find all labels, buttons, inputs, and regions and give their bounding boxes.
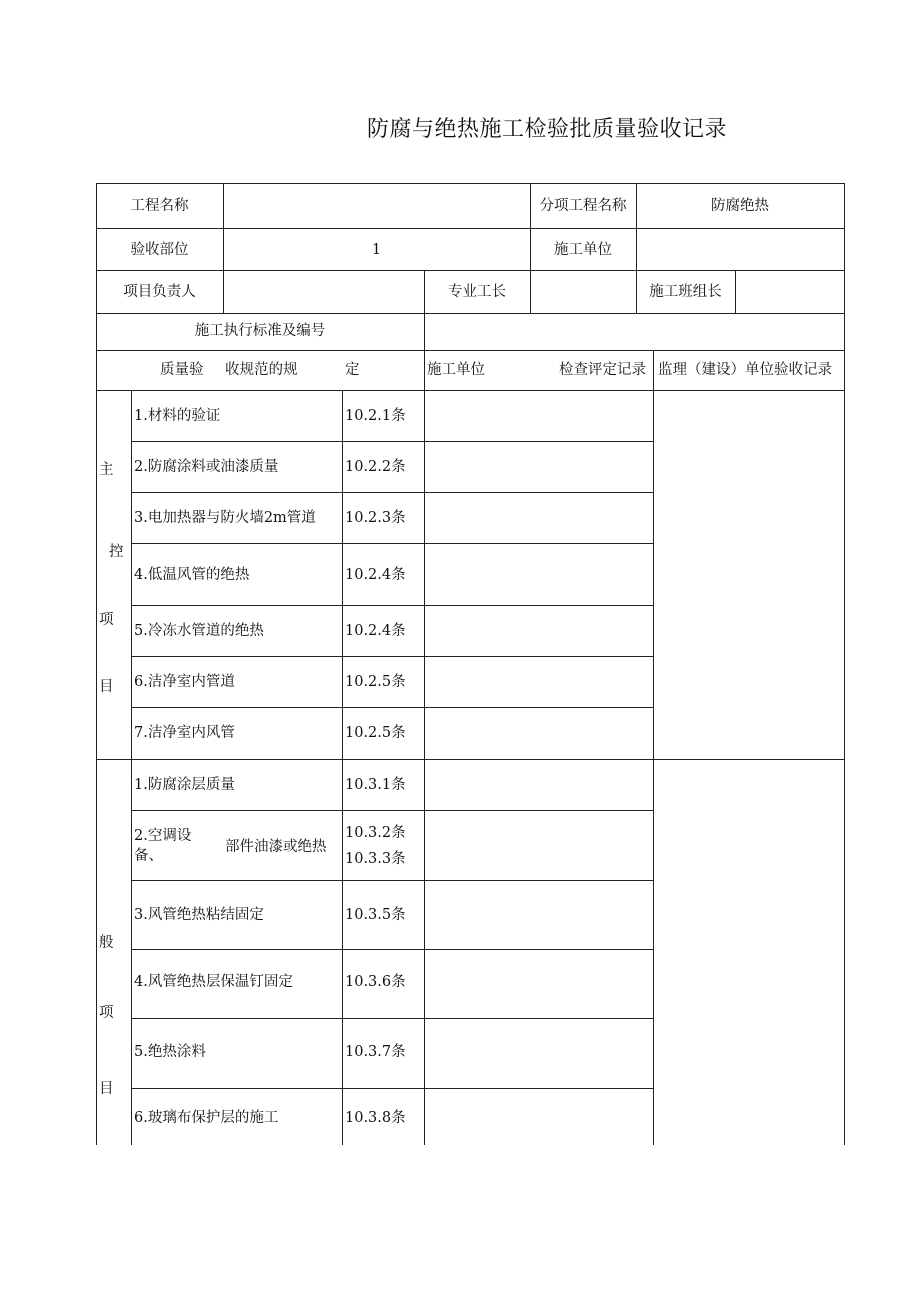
- general-item-clause: 10.3.2条: [345, 825, 406, 841]
- general-item-clause: 10.3.5条: [345, 907, 406, 923]
- main-control-side-char: 控: [109, 544, 124, 560]
- item-divider: [131, 1088, 653, 1089]
- col-divider: [653, 350, 654, 1145]
- general-side-char: 般: [99, 935, 114, 951]
- main-item-name: 1.材料的验证: [134, 408, 221, 424]
- general-item-clause: 10.3.6条: [345, 974, 406, 990]
- main-item-clause: 10.2.3条: [345, 510, 406, 526]
- check-record-header: 检查评定记录: [559, 362, 646, 378]
- item-divider: [131, 880, 653, 881]
- item-divider: [131, 605, 653, 606]
- general-item-clause: 10.3.8条: [345, 1110, 406, 1126]
- general-item-name-suffix: 部件油漆或绝热: [225, 839, 327, 855]
- main-control-side-char: 主: [99, 462, 114, 478]
- main-item-clause: 10.2.2条: [345, 459, 406, 475]
- item-divider: [131, 1018, 653, 1019]
- construction-unit-header: 施工单位: [427, 362, 485, 378]
- general-side-char: 项: [99, 1005, 114, 1021]
- general-item-clause: 10.3.7条: [345, 1044, 406, 1060]
- general-item-name: 1.防腐涂层质量: [134, 777, 235, 793]
- item-divider: [131, 949, 653, 950]
- acceptance-part-value: 1: [371, 242, 382, 258]
- team-leader-label: 施工班组长: [649, 284, 722, 300]
- row-divider: [96, 350, 844, 351]
- table-border-top: [96, 183, 844, 184]
- general-side-char: 目: [99, 1081, 114, 1097]
- subproject-label: 分项工程名称: [539, 198, 627, 214]
- item-divider: [131, 810, 653, 811]
- item-divider: [131, 707, 653, 708]
- main-item-name: 5.冷冻水管道的绝热: [134, 623, 264, 639]
- general-item-name: 5.绝热涂料: [134, 1044, 206, 1060]
- foreman-label: 专业工长: [448, 284, 506, 300]
- general-item-name-line2: 备、: [134, 848, 163, 864]
- main-item-name: 6.洁净室内管道: [134, 674, 235, 690]
- spec-header-part2: 收规范的规: [225, 362, 298, 378]
- row-divider: [96, 313, 844, 314]
- main-item-clause: 10.2.5条: [345, 674, 406, 690]
- item-divider: [131, 441, 653, 442]
- main-item-clause: 10.2.4条: [345, 623, 406, 639]
- row-divider: [96, 228, 844, 229]
- standard-label: 施工执行标准及编号: [194, 323, 326, 339]
- item-divider: [131, 656, 653, 657]
- table-border-right: [844, 183, 845, 1145]
- item-divider: [131, 492, 653, 493]
- main-item-clause: 10.2.1条: [345, 408, 406, 424]
- row-divider: [96, 270, 844, 271]
- item-divider: [131, 543, 653, 544]
- general-item-name: 6.玻璃布保护层的施工: [134, 1110, 279, 1126]
- main-item-name: 3.电加热器与防火墙2m管道: [134, 510, 316, 526]
- row-divider: [96, 390, 844, 391]
- col-divider: [424, 270, 425, 1145]
- main-item-clause: 10.2.4条: [345, 567, 406, 583]
- acceptance-part-label: 验收部位: [130, 242, 189, 258]
- spec-header-part1: 质量验: [160, 362, 204, 378]
- col-divider: [735, 270, 736, 313]
- main-control-side-char: 目: [99, 679, 114, 695]
- project-name-label: 工程名称: [130, 198, 189, 214]
- main-control-side-char: 项: [99, 612, 114, 628]
- col-divider: [342, 390, 343, 1145]
- subproject-value: 防腐绝热: [711, 198, 769, 214]
- general-item-name: 4.风管绝热层保温钉固定: [134, 974, 293, 990]
- main-item-name: 4.低温风管的绝热: [134, 567, 250, 583]
- general-item-clause: 10.3.1条: [345, 777, 406, 793]
- general-item-clause: 10.3.3条: [345, 851, 406, 867]
- construction-unit-label: 施工单位: [554, 242, 612, 258]
- main-item-name: 2.防腐涂料或油漆质量: [134, 459, 279, 475]
- row-divider: [96, 759, 844, 760]
- spec-header-part3: 定: [345, 362, 360, 378]
- main-item-clause: 10.2.5条: [345, 725, 406, 741]
- general-item-name-line1: 2.空调设: [134, 828, 192, 844]
- document-title: 防腐与绝热施工检验批质量验收记录: [366, 117, 727, 142]
- col-divider: [131, 390, 132, 1145]
- supervision-header: 监理（建设）单位验收记录: [658, 362, 832, 378]
- project-manager-label: 项目负责人: [123, 284, 196, 300]
- general-item-name: 3.风管绝热粘结固定: [134, 907, 264, 923]
- main-item-name: 7.洁净室内风管: [134, 725, 235, 741]
